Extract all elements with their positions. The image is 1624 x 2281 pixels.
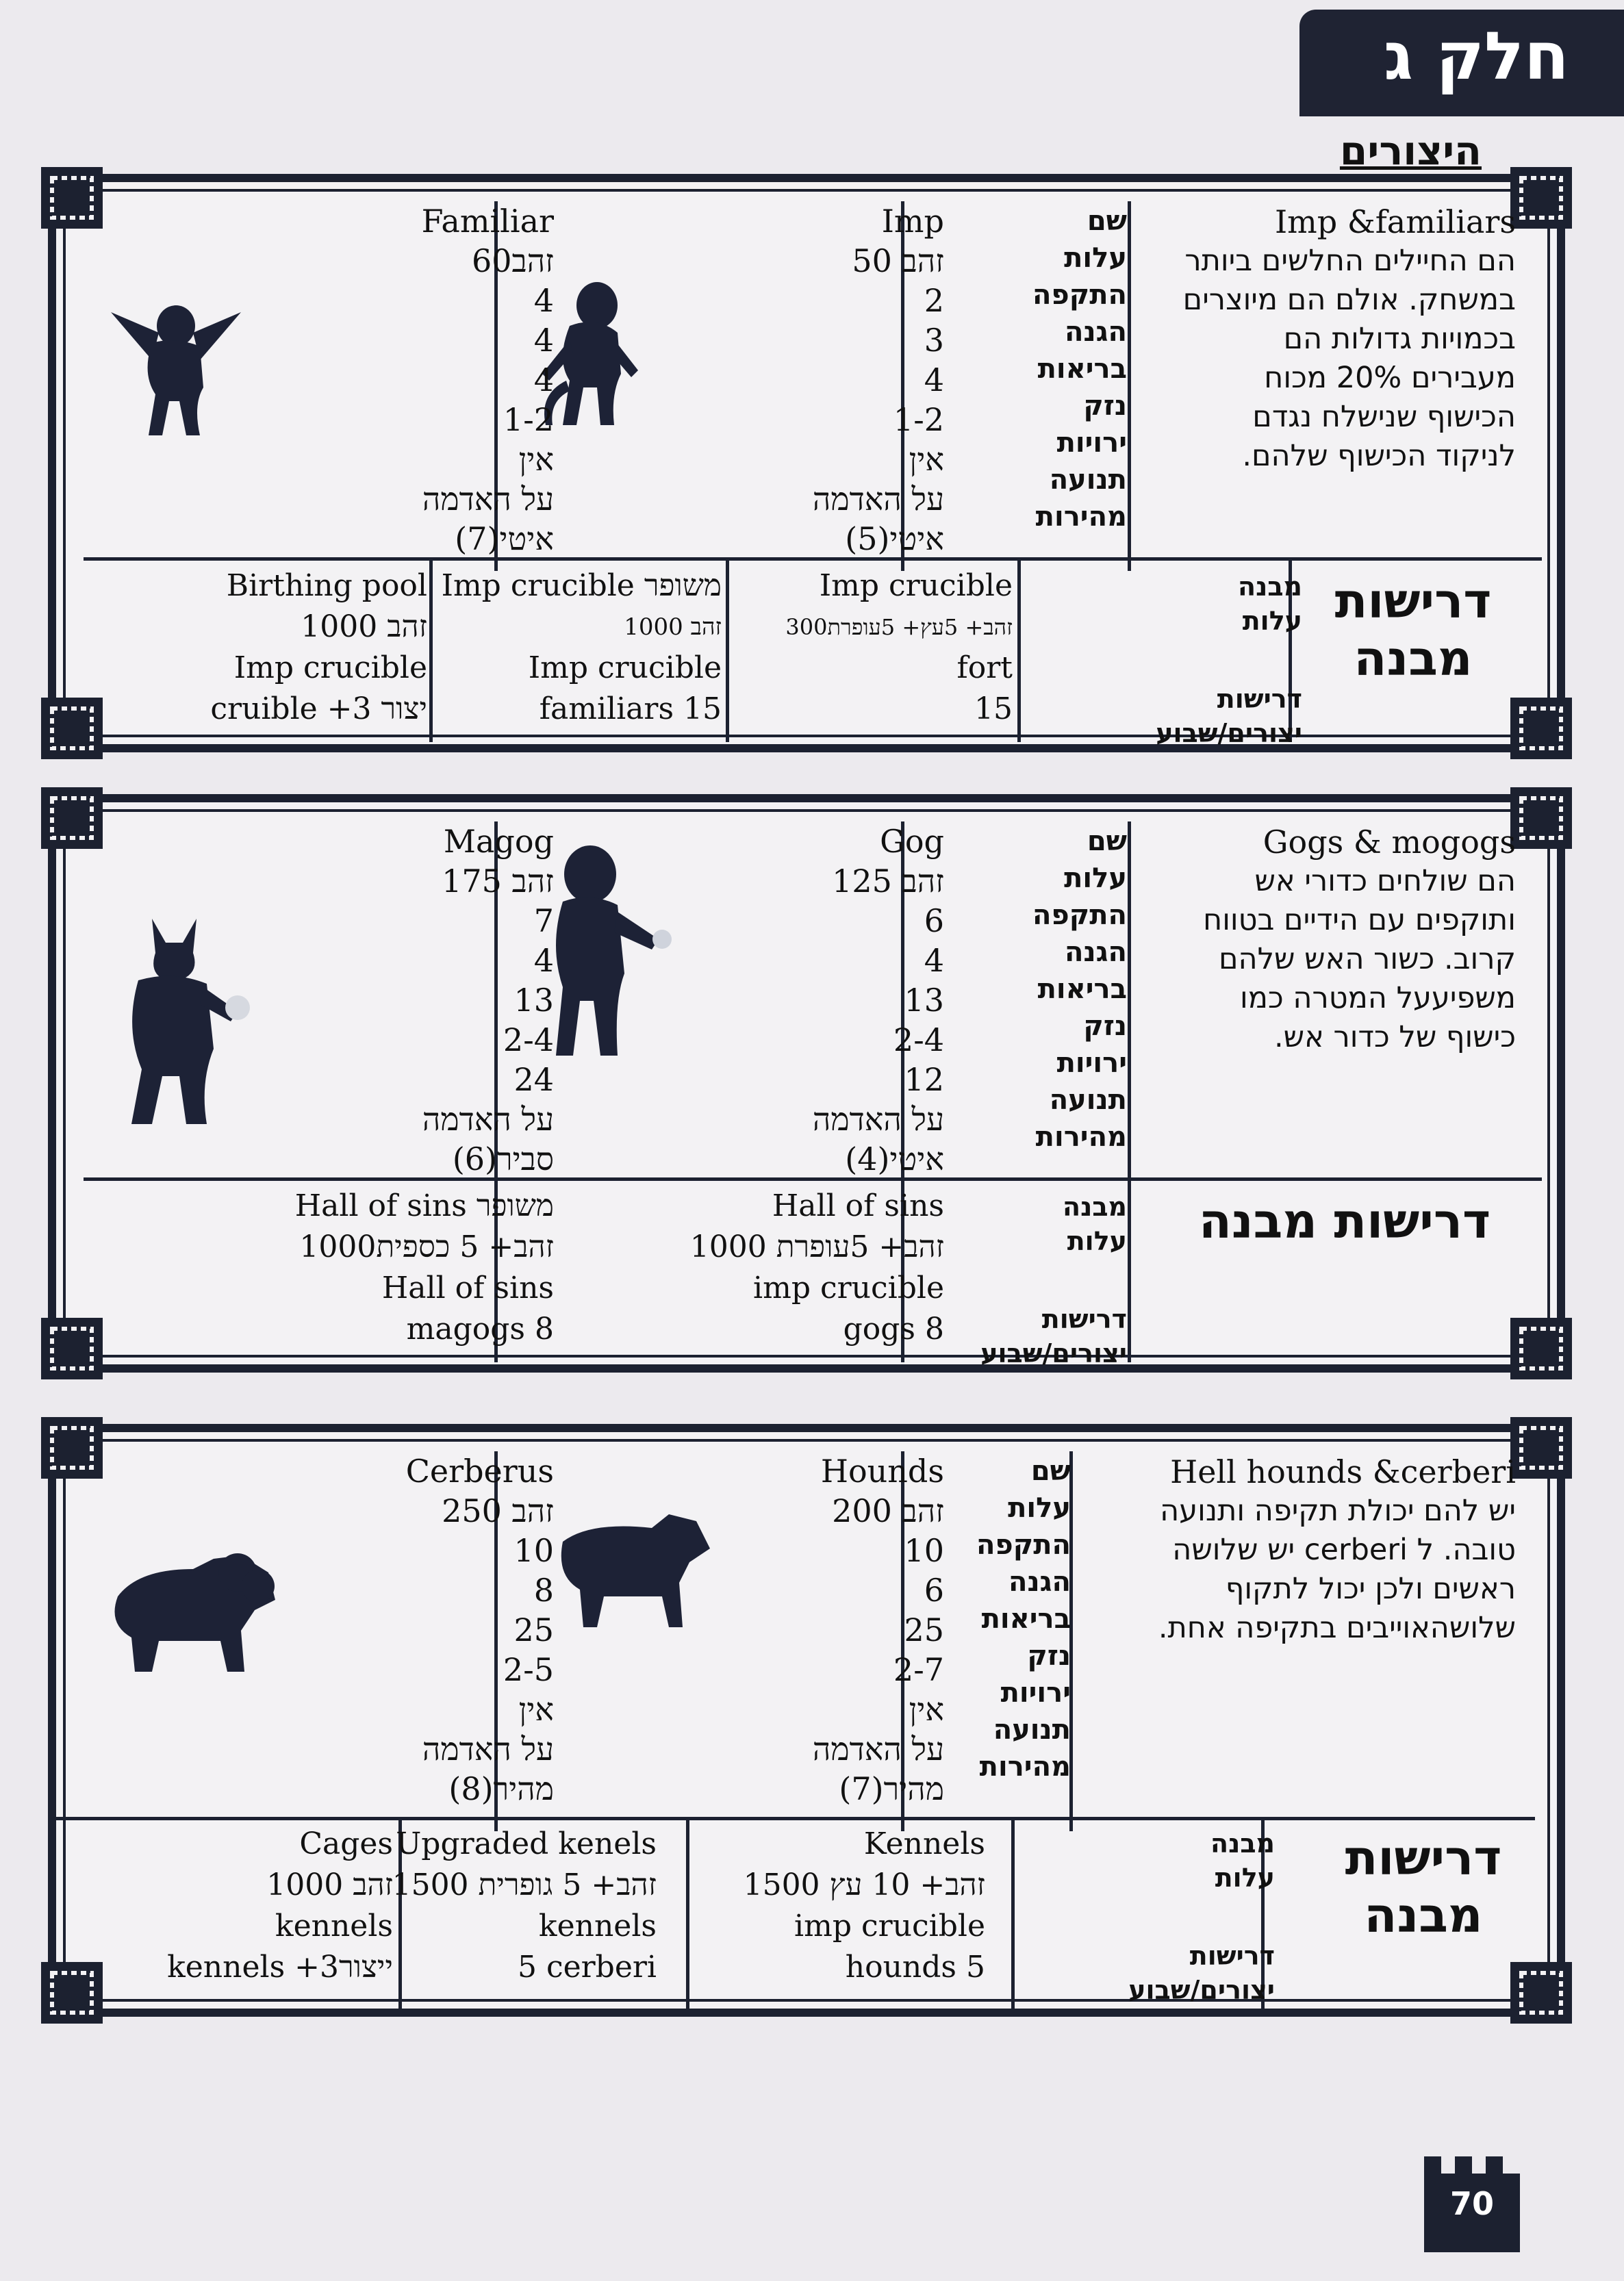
ornament-corner-icon <box>1510 1417 1572 1479</box>
building-value: 1000זהב+ 5 כספית <box>299 1229 554 1264</box>
stat-label: ירויות <box>1056 427 1127 459</box>
stat-value: Magog <box>443 823 554 860</box>
stat-value: 12 <box>904 1061 944 1098</box>
stat-value: Familiar <box>421 203 554 240</box>
stat-value: 10 <box>904 1532 944 1569</box>
stat-value: Cerberus <box>405 1453 554 1490</box>
description-line: שלושהאוייבים בתקיפה אחת. <box>1158 1611 1516 1645</box>
stat-value: 250 זהב <box>442 1492 554 1529</box>
familiar-figure-icon <box>97 285 255 442</box>
stat-label: עלות <box>1064 863 1127 894</box>
stat-label: נזק <box>1083 1010 1127 1042</box>
stat-value: אין <box>909 1691 944 1728</box>
building-value: Hall of sins <box>381 1271 554 1305</box>
ornament-corner-icon <box>41 787 103 849</box>
magog-figure-icon <box>97 912 262 1131</box>
stat-label: התקפה <box>1032 279 1127 311</box>
ornament-corner-icon <box>41 1417 103 1479</box>
cerberus-figure-icon <box>104 1542 282 1679</box>
stat-value: 4 <box>924 361 944 398</box>
stats-familiar <box>422 201 554 559</box>
stat-label: הגנה <box>1065 936 1127 968</box>
creature-description <box>1105 823 1516 1057</box>
building-hall-of-sins-upgraded <box>295 1186 554 1350</box>
building-value: familiars 15 <box>539 691 722 726</box>
stat-value: 60זהב <box>472 242 554 279</box>
card-hounds <box>48 1424 1565 2017</box>
stat-value: איטי(5) <box>845 520 944 557</box>
stat-label: תנועה <box>1049 1084 1127 1116</box>
building-value: hounds 5 <box>845 1950 985 1985</box>
ornament-corner-icon <box>1510 1962 1572 2024</box>
stat-value: 4 <box>533 282 554 319</box>
stat-label: התקפה <box>1032 900 1127 931</box>
stat-value: Imp <box>881 203 944 240</box>
req-label: דרישות <box>1217 684 1302 714</box>
stat-value: על האדמה <box>422 1101 554 1138</box>
req-label: עלות <box>1242 606 1302 636</box>
building-value: Imp crucible <box>528 650 722 685</box>
stat-value: 25 <box>904 1611 944 1648</box>
stat-label: ירויות <box>1056 1047 1127 1079</box>
stat-label: שם <box>1087 826 1127 857</box>
stat-value: 2-7 <box>893 1651 944 1688</box>
building-value: kennels +3ייצור <box>167 1950 393 1985</box>
building-value: Hall of sins משופר <box>294 1188 554 1223</box>
stat-value: 2-5 <box>503 1651 554 1688</box>
building-value: fort <box>956 650 1013 685</box>
stat-value: 4 <box>533 942 554 979</box>
divider <box>726 557 729 742</box>
description-line: בכמויות גדולות הם <box>1283 322 1516 356</box>
stat-value: 2-4 <box>893 1021 944 1058</box>
building-value: Kennels <box>863 1826 985 1861</box>
description-line: הם החיילים החלשים ביותר <box>1184 244 1516 278</box>
stat-value: 3 <box>924 322 944 359</box>
building-value: 5 cerberi <box>517 1950 657 1985</box>
requirements-title: דרישות מבנה <box>1345 1830 1502 1944</box>
building-value: 1500 זהב+ 5 גופרית <box>392 1868 657 1902</box>
page-number-label: 70 <box>1450 2185 1495 2222</box>
building-value: magogs 8 <box>406 1312 554 1347</box>
stats-imp <box>813 201 944 559</box>
description-line: מעבירים 20% מכוח <box>1264 361 1516 395</box>
building-value: kennels <box>275 1909 393 1944</box>
stat-value: איטי(7) <box>455 520 554 557</box>
description-line: במשחק. אולם הם מיוצרים <box>1182 283 1516 317</box>
divider <box>1011 1817 1015 2009</box>
stat-value: Hounds <box>820 1453 944 1490</box>
description-title: Gogs & mogogs <box>1263 824 1516 861</box>
stat-label: מהירות <box>979 1751 1071 1783</box>
stat-value: 7 <box>533 902 554 939</box>
ornament-corner-icon <box>1510 698 1572 759</box>
stat-value: 6 <box>924 902 944 939</box>
stat-label: בריאות <box>1037 353 1127 385</box>
req-label: מבנה <box>1063 1192 1127 1222</box>
description-line: כישוף של כדור אש. <box>1273 1020 1516 1054</box>
building-imp-crucible-upgraded <box>442 565 722 730</box>
chapter-tab-label: חלק ג <box>1383 18 1569 94</box>
building-upgraded-kennels <box>392 1824 657 1988</box>
stat-label: מהירות <box>1035 501 1127 533</box>
building-value: Imp crucible <box>819 568 1013 603</box>
building-cages <box>167 1824 393 1988</box>
req-label: יצורים/שבוע <box>980 1338 1127 1368</box>
requirements-title: דרישות מבנה <box>1198 1193 1491 1249</box>
ornament-corner-icon <box>41 698 103 759</box>
stat-value: 175 זהב <box>442 863 554 900</box>
stat-value: 50 זהב <box>852 242 944 279</box>
building-value: 15 <box>974 691 1013 726</box>
stat-value: אין <box>518 1691 554 1728</box>
stat-value: 1-2 <box>893 401 944 438</box>
description-line: הכישוף שנישלח נגדם <box>1252 400 1516 434</box>
stat-label: נזק <box>1027 1640 1071 1672</box>
divider <box>1017 557 1021 742</box>
description-line: הם שולחים כדורי אש <box>1254 864 1516 898</box>
page-number <box>1417 2150 1527 2252</box>
description-title: Imp &familiars <box>1274 203 1516 240</box>
req-label: יצורים/שבוע <box>1156 718 1302 748</box>
stats-cerberus <box>406 1451 554 1809</box>
stat-value: 4 <box>533 361 554 398</box>
creature-description <box>1043 1453 1516 1648</box>
building-value: 1000 זהב <box>301 609 427 644</box>
card-imps <box>48 174 1565 752</box>
description-line: לניקוד הכישוף שלהם. <box>1242 439 1516 473</box>
description-line: משפיעעל המטרה כמו <box>1240 981 1516 1015</box>
divider <box>56 1817 1535 1820</box>
stat-label: הגנה <box>1008 1566 1071 1598</box>
building-value: 1500 זהב+ 10 עץ <box>743 1868 985 1902</box>
stats-magog <box>422 821 554 1179</box>
stat-value: 2 <box>924 282 944 319</box>
building-value: 1000 זהב <box>624 613 722 641</box>
ornament-corner-icon <box>1510 787 1572 849</box>
stat-label: שם <box>1087 205 1127 237</box>
stat-label: הגנה <box>1065 316 1127 348</box>
stat-value: 25 <box>513 1611 554 1648</box>
stat-value: Gog <box>880 823 944 860</box>
ornament-corner-icon <box>1510 167 1572 229</box>
building-value: Upgraded kenels <box>396 1826 657 1861</box>
building-birthing-pool <box>210 565 427 730</box>
stat-label: עלות <box>1008 1492 1071 1524</box>
requirements-labels <box>1128 1826 1275 2007</box>
building-value: kennels <box>538 1909 657 1944</box>
stat-value: איטי(4) <box>845 1140 944 1177</box>
building-kennels <box>744 1824 985 1988</box>
chapter-tab <box>1299 10 1624 116</box>
stat-label: תנועה <box>993 1714 1071 1746</box>
stat-labels <box>976 1453 1071 1785</box>
requirements-labels <box>980 1190 1127 1371</box>
building-value: 1000 זהב <box>266 1868 393 1902</box>
ornament-corner-icon <box>41 1962 103 2024</box>
stat-value: 2-4 <box>503 1021 554 1058</box>
divider <box>686 1817 689 2009</box>
stat-label: מהירות <box>1035 1121 1127 1153</box>
building-value: Birthing pool <box>226 568 427 603</box>
stat-value: 13 <box>904 982 944 1019</box>
building-value: 300זהב+ 5עץ+ 5עופרת <box>785 614 1013 640</box>
stat-value: מהיר(7) <box>839 1770 944 1807</box>
ornament-corner-icon <box>41 1318 103 1379</box>
building-value: Cages <box>299 1826 393 1861</box>
building-hall-of-sins <box>690 1186 944 1350</box>
building-value: imp crucible <box>753 1271 944 1305</box>
building-value: cruible +3 יצור <box>210 691 427 726</box>
stat-value: 10 <box>513 1532 554 1569</box>
stat-labels <box>1032 823 1127 1156</box>
building-value: gogs 8 <box>843 1312 944 1347</box>
req-label: דרישות <box>1189 1941 1275 1971</box>
hound-figure-icon <box>549 1501 713 1638</box>
stat-value: 8 <box>533 1572 554 1609</box>
stat-label: התקפה <box>976 1529 1071 1561</box>
building-value: 1000 זהב+ 5עופרת <box>689 1229 944 1264</box>
card-gogs <box>48 794 1565 1373</box>
building-value: Imp crucible <box>233 650 427 685</box>
stat-value: סביר(6) <box>452 1140 554 1177</box>
section-title: היצורים <box>1339 127 1482 174</box>
stat-value: 125 זהב <box>832 863 944 900</box>
description-line: ותוקפים עם הידיים בטווח <box>1203 903 1516 937</box>
stat-value: אין <box>909 441 944 478</box>
requirements-title: דרישות מבנה <box>1334 573 1492 687</box>
stat-label: שם <box>1030 1455 1071 1487</box>
stat-label: ירויות <box>1000 1677 1071 1709</box>
stat-value: על האדמה <box>422 1731 554 1768</box>
description-line: טובה. ל cerberi יש שלושה <box>1172 1533 1516 1567</box>
stat-value: 4 <box>533 322 554 359</box>
stat-label: בריאות <box>981 1603 1071 1635</box>
stat-labels <box>1032 203 1127 535</box>
req-label: עלות <box>1067 1226 1127 1256</box>
stat-value: 24 <box>513 1061 554 1098</box>
stat-value: 4 <box>924 942 944 979</box>
description-line: ראשים ולכן יכול לתקוף <box>1225 1572 1516 1606</box>
description-line: יש להם יכולת תקיפה ותנועה <box>1160 1494 1516 1528</box>
stat-label: בריאות <box>1037 973 1127 1005</box>
building-imp-crucible <box>785 565 1013 730</box>
stat-value: על האדמה <box>422 481 554 518</box>
stats-hounds <box>813 1451 944 1809</box>
divider <box>429 557 433 742</box>
stats-gog <box>813 821 944 1179</box>
req-label: מבנה <box>1210 1828 1275 1859</box>
description-line: קרוב. כשור האש שלהם <box>1218 942 1516 976</box>
requirements-labels <box>1156 570 1302 750</box>
stat-value: 1-2 <box>503 401 554 438</box>
building-value: Hall of sins <box>772 1188 944 1223</box>
creature-description <box>1112 203 1516 476</box>
stat-value: על האדמה <box>812 481 944 518</box>
ornament-corner-icon <box>41 167 103 229</box>
stat-label: עלות <box>1064 242 1127 274</box>
stat-value: 13 <box>513 982 554 1019</box>
req-label: יצורים/שבוע <box>1128 1975 1275 2005</box>
stat-value: 6 <box>924 1572 944 1609</box>
stat-value: על האדמה <box>812 1101 944 1138</box>
ornament-corner-icon <box>1510 1318 1572 1379</box>
stat-value: אין <box>518 441 554 478</box>
description-title: Hell hounds &cerberi <box>1170 1453 1516 1490</box>
stat-value: על האדמה <box>812 1731 944 1768</box>
stat-label: תנועה <box>1049 464 1127 496</box>
building-value: Imp crucible משופר <box>441 568 722 603</box>
divider <box>1128 1177 1131 1362</box>
req-label: דרישות <box>1041 1304 1127 1334</box>
req-label: מבנה <box>1238 572 1302 602</box>
stat-value: 200 זהב <box>832 1492 944 1529</box>
stat-value: מהיר(8) <box>448 1770 554 1807</box>
stat-label: נזק <box>1083 390 1127 422</box>
building-value: imp crucible <box>794 1909 985 1944</box>
req-label: עלות <box>1215 1863 1275 1893</box>
